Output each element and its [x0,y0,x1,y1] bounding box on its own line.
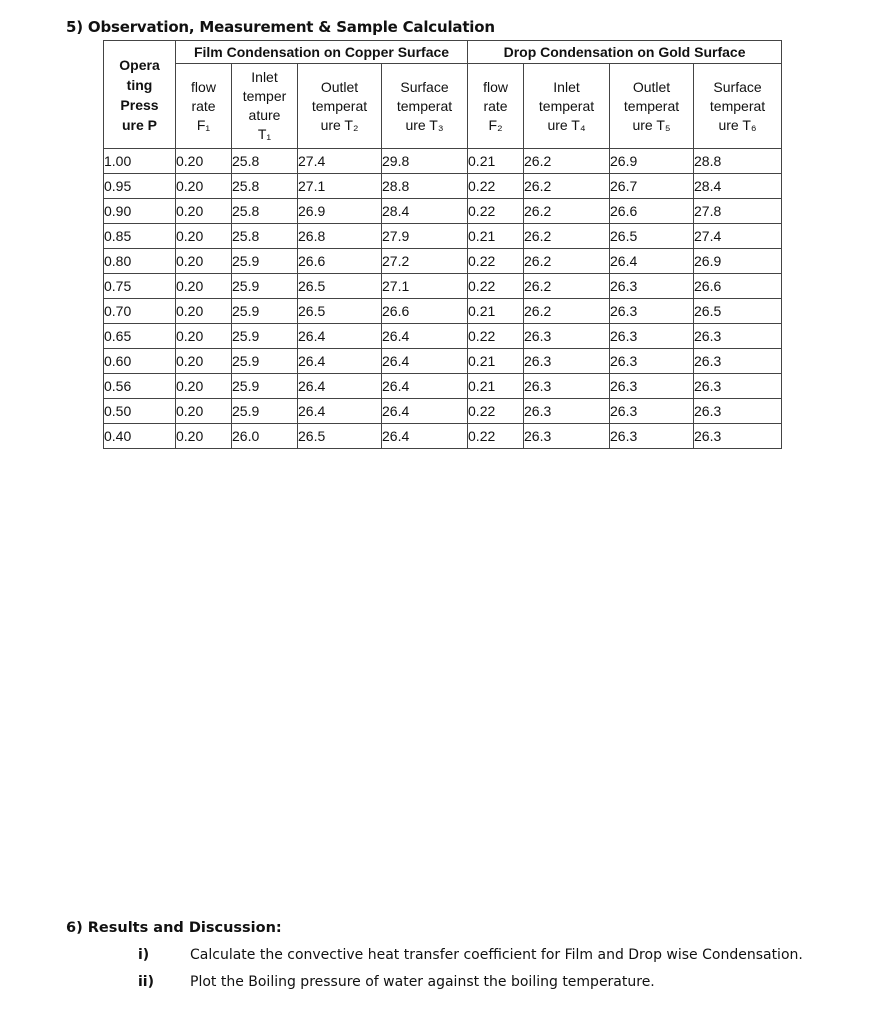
pressure-cell: 0.56 [104,374,176,399]
table-cell: 0.22 [468,324,524,349]
table-cell: 25.9 [232,249,298,274]
table-cell: 28.4 [694,174,782,199]
table-cell: 0.21 [468,349,524,374]
pressure-cell: 0.80 [104,249,176,274]
table-cell: 0.22 [468,274,524,299]
table-cell: 25.8 [232,199,298,224]
table-cell: 26.0 [232,424,298,449]
table-cell: 26.7 [610,174,694,199]
table-cell: 26.3 [610,349,694,374]
pressure-cell: 0.70 [104,299,176,324]
table-cell: 26.9 [694,249,782,274]
table-cell: 26.3 [694,324,782,349]
table-body [104,149,782,449]
table-row [104,249,782,274]
table-cell: 27.1 [298,174,382,199]
table-row [104,349,782,374]
table-cell: 0.22 [468,399,524,424]
table-cell: 26.4 [298,349,382,374]
table-cell: 0.22 [468,199,524,224]
table-row [104,299,782,324]
table-cell: 26.8 [298,224,382,249]
table-cell: 25.9 [232,374,298,399]
table-row [104,174,782,199]
table-cell: 25.9 [232,274,298,299]
table-cell: 26.3 [524,424,610,449]
table-cell: 26.3 [610,299,694,324]
pressure-cell: 0.50 [104,399,176,424]
table-cell: 26.3 [610,324,694,349]
column-header: Inlet temperat ure T₄ [524,64,610,149]
table-cell: 26.3 [524,349,610,374]
table-cell: 25.9 [232,324,298,349]
table-cell: 0.20 [176,149,232,174]
table-cell: 25.9 [232,299,298,324]
table-cell: 0.20 [176,374,232,399]
column-header: Inlet temper ature T₁ [232,64,298,149]
table-cell: 0.21 [468,374,524,399]
table-cell: 26.3 [610,374,694,399]
pressure-cell: 0.95 [104,174,176,199]
table-cell: 0.20 [176,174,232,199]
table-row [104,224,782,249]
table-cell: 26.9 [298,199,382,224]
table-cell: 26.3 [524,399,610,424]
table-cell: 26.2 [524,199,610,224]
item-text: Plot the Boiling pressure of water against the boiling temperature. [190,974,655,990]
section-6-title: 6) Results and Discussion: [66,920,282,936]
table-cell: 0.21 [468,149,524,174]
table-cell: 0.22 [468,424,524,449]
table-cell: 26.5 [610,224,694,249]
result-item-1 [138,947,803,963]
table-cell: 26.2 [524,249,610,274]
film-condensation-header: Film Condensation on Copper Surface [176,41,468,64]
table-cell: 26.3 [610,274,694,299]
table-cell: 26.3 [694,399,782,424]
column-header: flow rate F₁ [176,64,232,149]
table-cell: 28.8 [694,149,782,174]
table-cell: 26.3 [524,374,610,399]
result-item-2 [138,974,655,990]
table-cell: 0.20 [176,199,232,224]
table-cell: 28.4 [382,199,468,224]
table-cell: 26.3 [610,399,694,424]
table-cell: 0.21 [468,224,524,249]
table-cell: 26.6 [382,299,468,324]
table-cell: 26.6 [610,199,694,224]
table-cell: 0.20 [176,349,232,374]
table-cell: 26.9 [610,149,694,174]
pressure-cell: 0.65 [104,324,176,349]
observation-table [103,40,782,449]
item-number: ii) [138,974,154,990]
drop-condensation-header: Drop Condensation on Gold Surface [468,41,782,64]
pressure-cell: 0.85 [104,224,176,249]
table-row [104,149,782,174]
table-row [104,424,782,449]
table-cell: 27.8 [694,199,782,224]
table-cell: 0.20 [176,274,232,299]
table-cell: 0.20 [176,224,232,249]
table-cell: 26.3 [694,374,782,399]
table-row [104,199,782,224]
table-cell: 26.4 [382,424,468,449]
table-cell: 27.4 [694,224,782,249]
pressure-header: Opera ting Press ure P [104,41,176,149]
table-cell: 26.3 [694,424,782,449]
column-header: Outlet temperat ure T₅ [610,64,694,149]
column-header: Surface temperat ure T₃ [382,64,468,149]
table-cell: 29.8 [382,149,468,174]
table-cell: 26.2 [524,174,610,199]
table-row [104,324,782,349]
table-cell: 26.4 [382,324,468,349]
table-cell: 28.8 [382,174,468,199]
table-cell: 26.4 [298,374,382,399]
table-cell: 26.2 [524,299,610,324]
table-cell: 25.8 [232,174,298,199]
table-cell: 0.20 [176,399,232,424]
item-text: Calculate the convective heat transfer coefficient for Film and Drop wise Condensation. [190,947,803,963]
column-header-row [104,64,782,149]
pressure-cell: 0.40 [104,424,176,449]
table-cell: 26.5 [298,424,382,449]
column-header: flow rate F₂ [468,64,524,149]
table-cell: 0.20 [176,249,232,274]
table-cell: 27.2 [382,249,468,274]
table-cell: 0.22 [468,174,524,199]
pressure-cell: 0.90 [104,199,176,224]
table-cell: 27.1 [382,274,468,299]
column-header: Surface temperat ure T₆ [694,64,782,149]
table-cell: 26.3 [694,349,782,374]
table-cell: 0.20 [176,324,232,349]
section-5-title: 5) Observation, Measurement & Sample Calculation [66,18,495,36]
table-cell: 26.4 [298,399,382,424]
table-cell: 0.20 [176,299,232,324]
table-cell: 26.5 [694,299,782,324]
table-cell: 26.6 [694,274,782,299]
table-cell: 0.22 [468,249,524,274]
table-row [104,274,782,299]
table-cell: 26.4 [610,249,694,274]
table-cell: 26.2 [524,224,610,249]
table-cell: 26.4 [382,399,468,424]
table-cell: 26.4 [382,349,468,374]
table-cell: 27.9 [382,224,468,249]
table-cell: 26.3 [524,324,610,349]
table-cell: 26.4 [298,324,382,349]
table-cell: 25.8 [232,149,298,174]
table-cell: 25.9 [232,349,298,374]
table-cell: 25.8 [232,224,298,249]
table-cell: 26.5 [298,274,382,299]
pressure-cell: 1.00 [104,149,176,174]
table-row [104,374,782,399]
table-cell: 27.4 [298,149,382,174]
table-cell: 26.5 [298,299,382,324]
table-row [104,399,782,424]
column-header: Outlet temperat ure T₂ [298,64,382,149]
table-cell: 0.21 [468,299,524,324]
table-cell: 26.6 [298,249,382,274]
pressure-cell: 0.75 [104,274,176,299]
table-cell: 26.2 [524,149,610,174]
table-cell: 26.3 [610,424,694,449]
table-cell: 26.4 [382,374,468,399]
table-cell: 0.20 [176,424,232,449]
table-cell: 25.9 [232,399,298,424]
item-number: i) [138,947,150,963]
table-cell: 26.2 [524,274,610,299]
pressure-cell: 0.60 [104,349,176,374]
